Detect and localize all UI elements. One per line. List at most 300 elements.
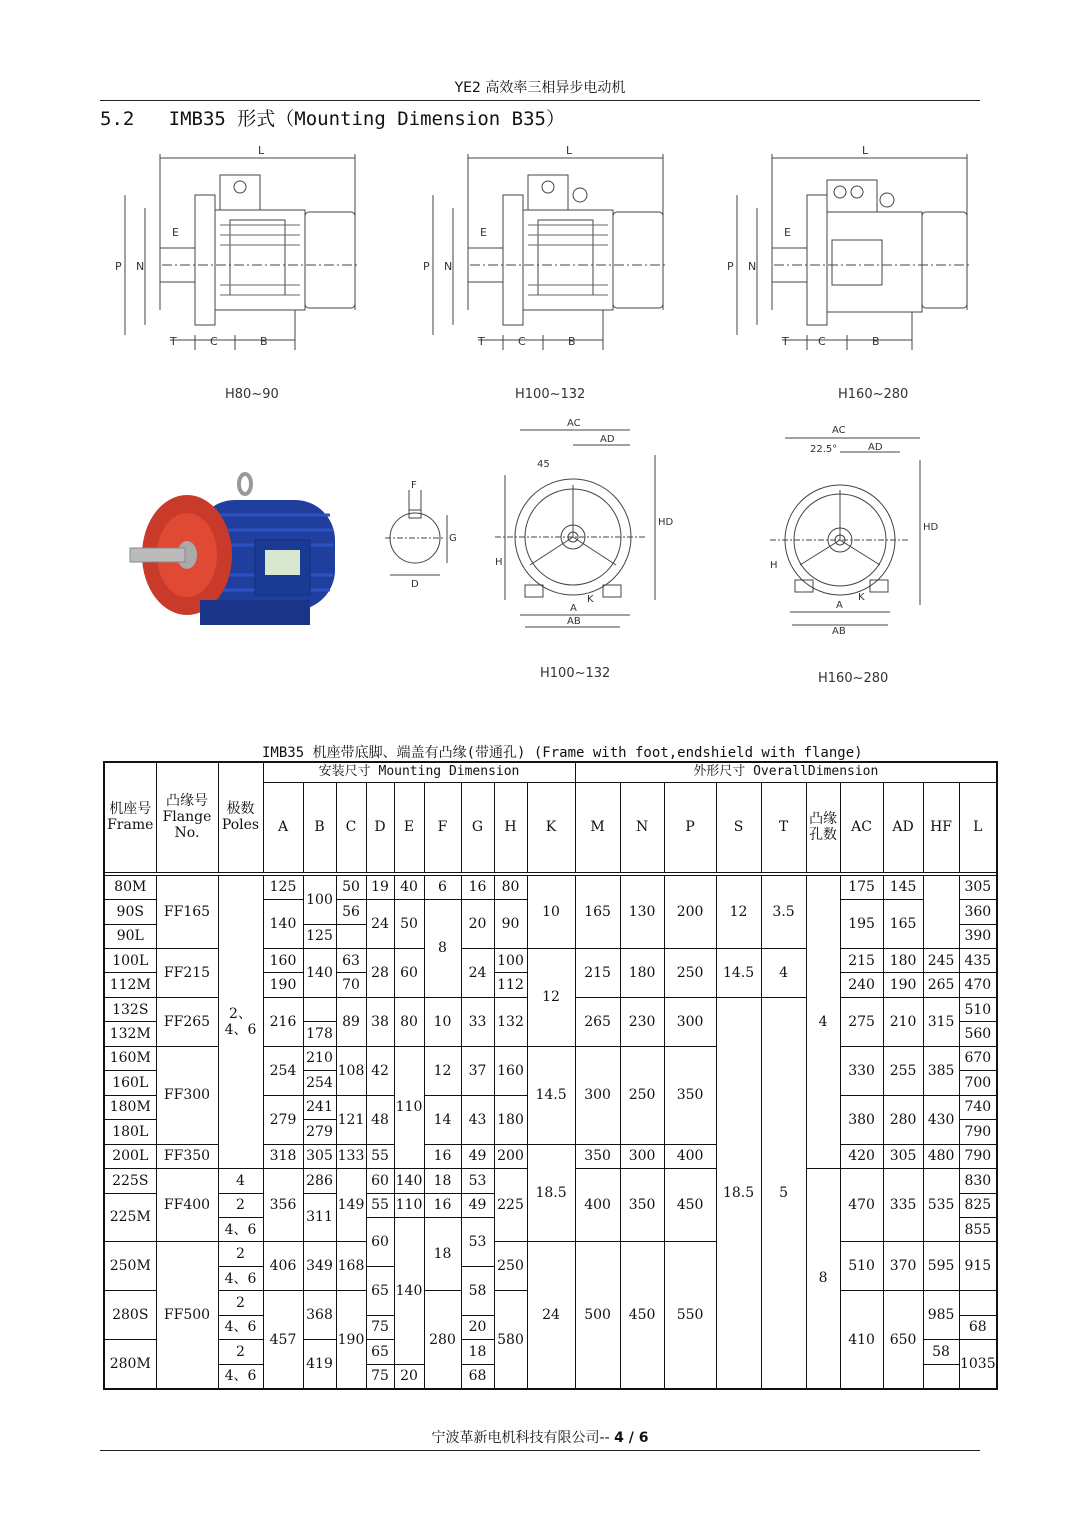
group-mounting: 安装尺寸 Mounting Dimension — [263, 762, 575, 782]
value-cell: 215 — [840, 948, 883, 972]
header-h: H — [494, 782, 527, 872]
value-cell: 390 — [959, 924, 997, 948]
header-k: K — [527, 782, 575, 872]
value-cell: 48 — [366, 1095, 394, 1144]
section-heading: IMB35 形式（Mounting Dimension B35） — [168, 108, 565, 130]
value-cell: 149 — [336, 1169, 366, 1242]
frame-cell: 112M — [104, 973, 156, 997]
label-k: K — [587, 594, 594, 605]
value-cell: 49 — [461, 1193, 494, 1217]
header-e: E — [394, 782, 424, 872]
value-cell: 915 — [959, 1242, 997, 1291]
value-cell: 855 — [959, 1217, 997, 1241]
motor-photo — [125, 470, 350, 640]
value-cell: 190 — [263, 973, 303, 997]
value-cell: 350 — [620, 1169, 664, 1242]
value-cell: 49 — [461, 1144, 494, 1168]
value-cell: 18.5 — [716, 997, 761, 1389]
value-cell: 3.5 — [761, 875, 806, 948]
value-cell: 53 — [461, 1169, 494, 1193]
side-view-1 — [125, 154, 360, 350]
value-cell: 245 — [923, 948, 959, 972]
label-hd-2: HD — [923, 522, 939, 533]
value-cell: 350 — [664, 1046, 716, 1144]
value-cell: 368 — [303, 1291, 336, 1340]
label-ad: AD — [600, 434, 615, 445]
value-cell: 250 — [494, 1242, 527, 1291]
header-a: A — [263, 782, 303, 872]
value-cell: 480 — [923, 1144, 959, 1168]
value-cell: 300 — [620, 1144, 664, 1168]
value-cell: 225 — [494, 1169, 527, 1242]
value-cell: 10 — [424, 997, 461, 1046]
flange-cell: FF265 — [156, 997, 218, 1046]
label-a-2: A — [836, 600, 843, 611]
value-cell: 165 — [575, 875, 620, 948]
value-cell: 24 — [366, 900, 394, 949]
flange-cell: FF500 — [156, 1242, 218, 1389]
svg-text:L: L — [566, 144, 573, 157]
value-cell: 315 — [923, 997, 959, 1046]
poles-cell: 2 — [218, 1291, 263, 1315]
value-cell: 280 — [424, 1291, 461, 1389]
side-caption-1: H80~90 — [225, 387, 279, 402]
header-m: M — [575, 782, 620, 872]
value-cell: 305 — [883, 1144, 923, 1168]
value-cell: 140 — [394, 1169, 424, 1193]
header-s: S — [716, 782, 761, 872]
header-title: YE2 高效率三相异步电动机 — [454, 80, 626, 96]
value-cell: 430 — [923, 1095, 959, 1144]
value-cell: 370 — [883, 1242, 923, 1291]
value-cell: 140 — [303, 948, 336, 997]
label-a: A — [570, 603, 577, 614]
svg-text:T: T — [170, 335, 177, 348]
value-cell: 140 — [263, 900, 303, 949]
value-cell: 286 — [303, 1169, 336, 1193]
value-cell: 4 — [761, 948, 806, 997]
value-cell: 75 — [366, 1315, 394, 1339]
svg-text:E: E — [172, 226, 179, 239]
value-cell: 195 — [840, 900, 883, 949]
header-l: L — [959, 782, 997, 872]
value-cell: 470 — [840, 1169, 883, 1242]
value-cell: 132 — [494, 997, 527, 1046]
flange-cell: FF300 — [156, 1046, 218, 1144]
value-cell: 825 — [959, 1193, 997, 1217]
svg-text:N: N — [444, 260, 453, 273]
poles-cell: 2 — [218, 1242, 263, 1266]
label-angle: 45 — [537, 459, 550, 470]
value-cell: 510 — [840, 1242, 883, 1291]
value-cell: 178 — [303, 1022, 336, 1046]
table-row — [104, 1242, 997, 1266]
value-cell: 356 — [263, 1169, 303, 1242]
header-ad: AD — [883, 782, 923, 872]
value-cell: 200 — [494, 1144, 527, 1168]
frame-cell: 225M — [104, 1193, 156, 1242]
side-caption-2: H100~132 — [515, 387, 586, 402]
svg-text:B: B — [568, 335, 576, 348]
value-cell: 790 — [959, 1144, 997, 1168]
value-cell: 279 — [263, 1095, 303, 1144]
label-f: F — [411, 480, 417, 491]
value-cell — [336, 924, 366, 948]
header-ac: AC — [840, 782, 883, 872]
value-cell: 470 — [959, 973, 997, 997]
svg-text:E: E — [784, 226, 791, 239]
value-cell: 385 — [923, 1046, 959, 1095]
header-poles: 极数 Poles — [218, 762, 263, 872]
end-caption-2: H160~280 — [818, 671, 889, 686]
value-cell: 130 — [620, 875, 664, 948]
side-view-3 — [737, 154, 972, 350]
page-number: 4 / 6 — [614, 1430, 649, 1446]
value-cell: 56 — [336, 900, 366, 924]
value-cell: 18.5 — [527, 1144, 575, 1242]
frame-cell: 280M — [104, 1340, 156, 1389]
value-cell: 1035 — [959, 1340, 997, 1389]
label-k-2: K — [858, 592, 865, 603]
value-cell: 20 — [461, 900, 494, 949]
svg-text:T: T — [478, 335, 485, 348]
label-ab: AB — [567, 616, 581, 627]
value-cell: 125 — [303, 924, 336, 948]
value-cell: 450 — [664, 1169, 716, 1242]
flange-cell: FF400 — [156, 1169, 218, 1242]
value-cell: 55 — [366, 1193, 394, 1217]
page-header — [100, 78, 980, 101]
value-cell: 33 — [461, 997, 494, 1046]
header-g: G — [461, 782, 494, 872]
end-view-1 — [495, 415, 675, 685]
svg-text:P: P — [727, 260, 734, 273]
label-h-2: H — [770, 560, 778, 571]
value-cell: 12 — [527, 948, 575, 1046]
value-cell: 190 — [336, 1291, 366, 1389]
value-cell: 75 — [366, 1364, 394, 1389]
value-cell: 400 — [575, 1169, 620, 1242]
value-cell: 133 — [336, 1144, 366, 1168]
value-cell: 216 — [263, 997, 303, 1046]
value-cell: 420 — [840, 1144, 883, 1168]
value-cell: 349 — [303, 1242, 336, 1291]
label-ac: AC — [567, 418, 581, 429]
value-cell: 160 — [263, 948, 303, 972]
frame-cell: 90L — [104, 924, 156, 948]
value-cell: 300 — [664, 997, 716, 1046]
value-cell: 240 — [840, 973, 883, 997]
poles-cell: 2 — [218, 1340, 263, 1364]
value-cell: 160 — [494, 1046, 527, 1095]
value-cell: 20 — [461, 1315, 494, 1339]
value-cell: 24 — [527, 1242, 575, 1389]
frame-cell: 200L — [104, 1144, 156, 1168]
svg-text:P: P — [423, 260, 430, 273]
value-cell: 180 — [620, 948, 664, 997]
label-d: D — [411, 579, 419, 590]
value-cell: 53 — [461, 1217, 494, 1266]
value-cell: 380 — [840, 1095, 883, 1144]
value-cell: 10 — [527, 875, 575, 948]
header-hf: HF — [923, 782, 959, 872]
footer-company: 宁波革新电机科技有限公司-- — [431, 1430, 610, 1446]
value-cell: 80 — [494, 875, 527, 899]
value-cell: 8 — [806, 1169, 840, 1389]
value-cell: 200 — [664, 875, 716, 948]
value-cell: 63 — [336, 948, 366, 972]
flange-cell: FF215 — [156, 948, 218, 997]
group-overall: 外形尺寸 OverallDimension — [575, 762, 997, 782]
value-cell: 55 — [366, 1144, 394, 1168]
label-ac-2: AC — [832, 425, 846, 436]
header-c: C — [336, 782, 366, 872]
value-cell: 255 — [883, 1046, 923, 1095]
poles-cell: 4 — [218, 1169, 263, 1193]
value-cell: 580 — [494, 1291, 527, 1389]
value-cell: 58 — [923, 1340, 959, 1364]
value-cell: 790 — [959, 1120, 997, 1144]
value-cell: 110 — [394, 1046, 424, 1168]
value-cell: 50 — [394, 900, 424, 949]
value-cell: 215 — [575, 948, 620, 997]
value-cell: 670 — [959, 1046, 997, 1070]
header-holes: 凸缘孔数 — [806, 782, 840, 872]
header-n: N — [620, 782, 664, 872]
poles-cell: 4、6 — [218, 1266, 263, 1290]
poles-cell: 2 — [218, 1193, 263, 1217]
label-g: G — [449, 533, 457, 544]
header-frame: 机座号 Frame — [104, 762, 156, 872]
value-cell: 457 — [263, 1291, 303, 1389]
value-cell: 121 — [336, 1095, 366, 1144]
side-view-drawings — [100, 140, 980, 410]
value-cell: 18 — [461, 1340, 494, 1364]
value-cell: 830 — [959, 1169, 997, 1193]
value-cell: 28 — [366, 948, 394, 997]
label-hd: HD — [658, 517, 674, 528]
value-cell: 19 — [366, 875, 394, 899]
value-cell: 16 — [424, 1144, 461, 1168]
table-row — [104, 875, 997, 899]
value-cell: 450 — [620, 1242, 664, 1389]
value-cell: 16 — [461, 875, 494, 899]
section-title — [100, 104, 565, 131]
value-cell: 241 — [303, 1095, 336, 1119]
value-cell: 50 — [336, 875, 366, 899]
value-cell: 305 — [959, 875, 997, 899]
value-cell: 500 — [575, 1242, 620, 1389]
value-cell: 311 — [303, 1193, 336, 1242]
value-cell: 145 — [883, 875, 923, 899]
value-cell: 68 — [959, 1315, 997, 1339]
value-cell: 210 — [883, 997, 923, 1046]
value-cell: 265 — [575, 997, 620, 1046]
side-caption-3: H160~280 — [838, 387, 909, 402]
frame-cell: 90S — [104, 900, 156, 924]
value-cell: 550 — [664, 1242, 716, 1389]
value-cell: 210 — [303, 1046, 336, 1070]
frame-cell: 100L — [104, 948, 156, 972]
value-cell: 89 — [336, 997, 366, 1046]
label-ab-2: AB — [832, 626, 846, 637]
frame-cell: 160L — [104, 1071, 156, 1095]
value-cell: 65 — [366, 1340, 394, 1364]
label-angle-2: 22.5° — [810, 444, 838, 455]
poles-cell: 2、4、6 — [218, 875, 263, 1168]
frame-cell: 180L — [104, 1120, 156, 1144]
value-cell: 335 — [883, 1169, 923, 1242]
frame-cell: 80M — [104, 875, 156, 899]
svg-text:E: E — [480, 226, 487, 239]
value-cell: 165 — [883, 900, 923, 949]
svg-text:P: P — [115, 260, 122, 273]
shaft-end-drawing — [385, 475, 465, 590]
value-cell: 8 — [424, 900, 461, 998]
page-footer — [100, 1428, 980, 1451]
flange-cell: FF350 — [156, 1144, 218, 1168]
value-cell: 280 — [883, 1095, 923, 1144]
frame-cell: 160M — [104, 1046, 156, 1070]
poles-cell: 4、6 — [218, 1364, 263, 1389]
frame-cell: 225S — [104, 1169, 156, 1193]
value-cell: 406 — [263, 1242, 303, 1291]
value-cell: 140 — [394, 1217, 424, 1364]
poles-cell: 4、6 — [218, 1217, 263, 1241]
value-cell: 108 — [336, 1046, 366, 1095]
frame-cell: 280S — [104, 1291, 156, 1340]
value-cell: 12 — [424, 1046, 461, 1095]
header-b: B — [303, 782, 336, 872]
value-cell: 60 — [394, 948, 424, 997]
value-cell: 18 — [424, 1169, 461, 1193]
value-cell: 60 — [366, 1217, 394, 1266]
svg-text:N: N — [136, 260, 145, 273]
value-cell: 650 — [883, 1291, 923, 1389]
frame-cell: 132M — [104, 1022, 156, 1046]
value-cell: 410 — [840, 1291, 883, 1389]
header-f: F — [424, 782, 461, 872]
value-cell: 985 — [923, 1291, 959, 1340]
header-d: D — [366, 782, 394, 872]
frame-cell: 250M — [104, 1242, 156, 1291]
value-cell: 43 — [461, 1095, 494, 1144]
svg-text:B: B — [872, 335, 880, 348]
value-cell: 14.5 — [716, 948, 761, 997]
header-flange: 凸缘号 Flange No. — [156, 762, 218, 872]
value-cell: 318 — [263, 1144, 303, 1168]
value-cell: 42 — [366, 1046, 394, 1095]
value-cell: 40 — [394, 875, 424, 899]
header-t: T — [761, 782, 806, 872]
value-cell: 5 — [761, 997, 806, 1389]
value-cell: 100 — [303, 875, 336, 924]
end-view-2 — [770, 420, 945, 690]
header-p: P — [664, 782, 716, 872]
value-cell: 68 — [461, 1364, 494, 1389]
value-cell: 90 — [494, 900, 527, 949]
value-cell: 305 — [303, 1144, 336, 1168]
svg-text:T: T — [782, 335, 789, 348]
svg-text:L: L — [258, 144, 265, 157]
svg-text:B: B — [260, 335, 268, 348]
value-cell: 65 — [366, 1266, 394, 1315]
label-h: H — [495, 557, 503, 568]
value-cell: 250 — [664, 948, 716, 997]
value-cell: 112 — [494, 973, 527, 997]
flange-cell: FF165 — [156, 875, 218, 948]
svg-text:N: N — [748, 260, 757, 273]
value-cell: 360 — [959, 900, 997, 924]
value-cell: 250 — [620, 1046, 664, 1144]
value-cell: 180 — [883, 948, 923, 972]
value-cell: 419 — [303, 1340, 336, 1389]
value-cell — [303, 997, 336, 1021]
svg-text:C: C — [818, 335, 826, 348]
value-cell: 110 — [394, 1193, 424, 1217]
value-cell: 265 — [923, 973, 959, 997]
frame-cell: 180M — [104, 1095, 156, 1119]
svg-text:C: C — [210, 335, 218, 348]
value-cell: 190 — [883, 973, 923, 997]
value-cell: 535 — [923, 1169, 959, 1242]
value-cell: 4 — [806, 875, 840, 1168]
value-cell: 435 — [959, 948, 997, 972]
value-cell: 37 — [461, 1046, 494, 1095]
value-cell: 254 — [263, 1046, 303, 1095]
value-cell: 18 — [424, 1217, 461, 1290]
value-cell: 175 — [840, 875, 883, 899]
value-cell: 230 — [620, 997, 664, 1046]
value-cell: 125 — [263, 875, 303, 899]
value-cell: 80 — [394, 997, 424, 1046]
value-cell: 560 — [959, 1022, 997, 1046]
value-cell: 700 — [959, 1071, 997, 1095]
value-cell: 180 — [494, 1095, 527, 1144]
dimension-table — [103, 761, 998, 1390]
value-cell: 12 — [716, 875, 761, 948]
value-cell: 350 — [575, 1144, 620, 1168]
svg-text:L: L — [862, 144, 869, 157]
table-caption: IMB35 机座带底脚、端盖有凸缘(带通孔) (Frame with foot,endshield with flange) — [262, 745, 863, 761]
frame-cell: 132S — [104, 997, 156, 1021]
value-cell: 24 — [461, 948, 494, 997]
value-cell: 510 — [959, 997, 997, 1021]
svg-text:C: C — [518, 335, 526, 348]
section-number: 5.2 — [100, 108, 135, 130]
value-cell: 400 — [664, 1144, 716, 1168]
value-cell: 300 — [575, 1046, 620, 1144]
value-cell: 16 — [424, 1193, 461, 1217]
value-cell: 70 — [336, 973, 366, 997]
value-cell: 58 — [461, 1266, 494, 1315]
value-cell: 20 — [394, 1364, 424, 1389]
value-cell: 14.5 — [527, 1046, 575, 1144]
value-cell: 168 — [336, 1242, 366, 1291]
value-cell: 279 — [303, 1120, 336, 1144]
value-cell: 595 — [923, 1242, 959, 1291]
poles-cell: 4、6 — [218, 1315, 263, 1339]
label-ad-2: AD — [868, 442, 883, 453]
value-cell: 740 — [959, 1095, 997, 1119]
value-cell: 60 — [366, 1169, 394, 1193]
value-cell: 330 — [840, 1046, 883, 1095]
value-cell: 275 — [840, 997, 883, 1046]
value-cell: 14 — [424, 1095, 461, 1144]
value-cell: 254 — [303, 1071, 336, 1095]
value-cell — [923, 875, 959, 948]
end-caption-1: H100~132 — [540, 666, 611, 681]
